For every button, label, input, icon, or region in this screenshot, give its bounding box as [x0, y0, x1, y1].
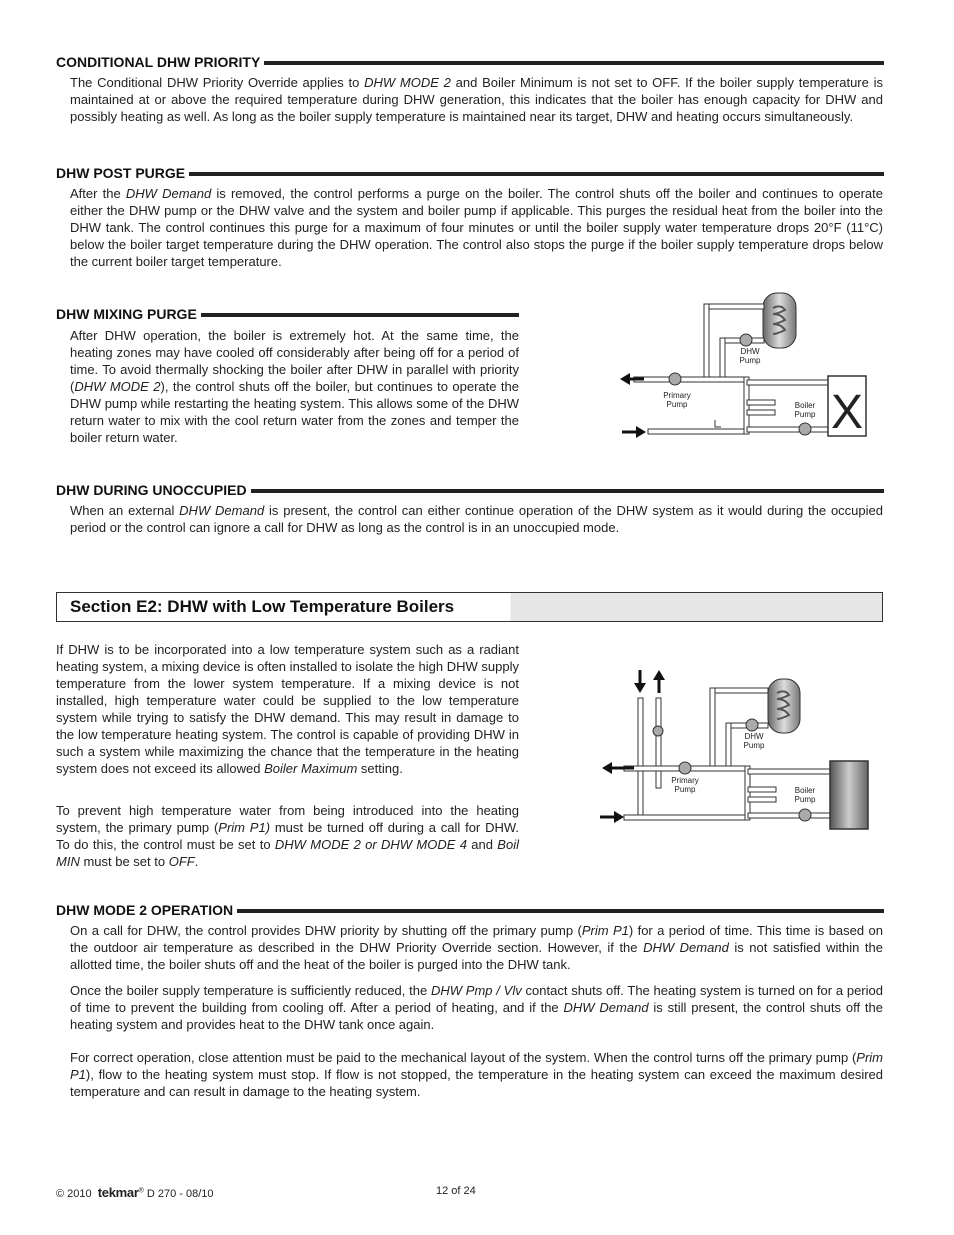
piping-diagram-mixing-purge [600, 290, 880, 445]
dhw-pump-label-1: DHW [744, 732, 764, 741]
dhw-tank [763, 293, 796, 348]
copyright: © 2010 [56, 1188, 92, 1200]
primary-pump-symbol [669, 373, 681, 385]
paragraph-mode2-layout: For correct operation, close attention must be paid to the mechanical layout of the system. When the control turns off the primary pump (Prim P1), flow to the heating system must stop. If flow is not stopped, the temperature in the heating system can exceed the maximum desired temperature and can result in damage to the heating system. [70, 1050, 883, 1099]
paragraph-conditional: The Conditional DHW Priority Override applies to DHW MODE 2 and Boiler Minimum is not set to OFF. If the boiler supply temperature is maintained at or above the required temperature during DHW generation, this indicates that the boiler has enough capacity for DHW and possibly heating as well. As long as the boiler supply temperature is maintained near its target, DHW and heating occurs simultaneously. [70, 75, 884, 124]
dhw-pump-label-2: Pump [743, 741, 765, 750]
arrow-up-icon [653, 670, 665, 693]
arrow-in-icon [622, 426, 646, 438]
section-title: DHW POST PURGE [56, 165, 186, 181]
boiler-pump-label-2: Pump [794, 410, 816, 419]
header-rule [251, 489, 884, 493]
dhw-pump-label-2: Pump [739, 356, 761, 365]
footer-left [56, 1185, 214, 1200]
header-rule [264, 61, 884, 65]
section-title: DHW DURING UNOCCUPIED [56, 482, 247, 498]
section-e2-banner [56, 592, 883, 622]
brand-logo: tekmar [97, 1185, 139, 1200]
header-rule [201, 313, 519, 317]
boiler-pump-label-2: Pump [794, 795, 816, 804]
section-e2-title: Section E2: DHW with Low Temperature Boilers [70, 597, 455, 616]
paragraph-mixing-purge: After DHW operation, the boiler is extremely hot. At the same time, the heating zones may have cooled off considerably after being off for a period of time. To avoid thermally shocking the boiler after DHW in parallel with priority (DHW MODE 2), the control shuts off the boiler, but continues to operate the DHW pump while restarting the heating system. This allows some of the DHW return water to mix with the cool return water from the zones and temper the boiler return water. [70, 328, 520, 445]
section-title: DHW MIXING PURGE [56, 306, 197, 322]
section-header-conditional [56, 54, 884, 70]
dhw-pump-label-1: DHW [740, 347, 760, 356]
dhw-tank [768, 679, 800, 733]
section-header-post-purge [56, 165, 884, 181]
section-title: CONDITIONAL DHW PRIORITY [56, 54, 261, 70]
primary-pump-symbol [679, 762, 691, 774]
paragraph-post-purge: After the DHW Demand is removed, the control performs a purge on the boiler. The control shuts off the boiler and continues to operate either the DHW pump or the DHW valve and the system and boiler pump if applicable. This purges the residual heat from the boiler into the DHW tank. The control continues this purge for a maximum of four minutes or until the boiler supply water temperature drops 20°F (11°C) below the boiler target temperature during the DHW operation. The control also stops the purge if the boiler supply temperature drops below the current boiler target temperature. [70, 186, 883, 269]
boiler-pump-symbol [799, 809, 811, 821]
mixing-valve-symbol [653, 726, 663, 736]
page-number: 12 of 24 [436, 1185, 476, 1197]
dhw-pump-symbol [746, 719, 758, 731]
section-header-mixing-purge [56, 306, 519, 322]
header-rule [237, 909, 884, 913]
dhw-pump-symbol [740, 334, 752, 346]
arrow-in-icon [600, 811, 624, 823]
section-title: DHW MODE 2 OPERATION [56, 902, 234, 918]
boiler-box [830, 761, 868, 829]
arrow-out-icon [620, 373, 644, 385]
paragraph-e2-intro: If DHW is to be incorporated into a low temperature system such as a radiant heating system, a mixing device is often installed to isolate the high DHW supply temperature from the lower system temperature. If a mixing device is not installed, high temperature water could be supplied to the low temperature system while trying to satisfy the DHW demand. This may result in damage to the low temperature heating system. The control is capable of providing DHW in such a system while maximizing the chance that the temperature in the heating system does not exceed its allowed Boiler Maximum setting. [56, 642, 519, 776]
boiler-x-mark: X [830, 386, 864, 439]
registered-mark: ® [138, 1187, 144, 1195]
primary-pump-label-1: Primary [663, 391, 691, 400]
arrow-out-icon [602, 762, 634, 774]
document-id: D 270 - 08/10 [146, 1188, 214, 1200]
header-rule [189, 172, 884, 176]
boiler-pump-label-1: Boiler [794, 786, 816, 795]
boiler-pump-symbol [799, 423, 811, 435]
paragraph-e2-prevent: To prevent high temperature water from being introduced into the heating system, the primary pump (Prim P1) must be turned off during a call for DHW. To do this, the control must be set to DHW MODE 2 or DHW MODE 4 and Boil MIN must be set to OFF. [56, 803, 520, 869]
primary-pump-label-2: Pump [674, 785, 696, 794]
paragraph-mode2-call: On a call for DHW, the control provides DHW priority by shutting off the primary pump (Prim P1) for a period of time. This time is based on the outdoor air temperature as described in the DHW Priority Override section. However, if the DHW Demand is not satisfied within the allotted time, the boiler shuts off and the heat of the boiler is purged into the DHW tank. [70, 923, 883, 972]
piping-diagram-low-temp [590, 665, 880, 835]
paragraph-unoccupied: When an external DHW Demand is present, the control can either continue operation of the DHW system as it would during the occupied period or the control can ignore a call for DHW as long as the control is in an unoccupied mode. [70, 503, 883, 535]
primary-pump-label-1: Primary [671, 776, 699, 785]
arrow-down-icon [634, 670, 646, 693]
boiler-pump-label-1: Boiler [794, 401, 816, 410]
primary-pump-label-2: Pump [666, 400, 688, 409]
section-header-unoccupied [56, 482, 884, 498]
paragraph-mode2-reduced: Once the boiler supply temperature is sufficiently reduced, the DHW Pmp / Vlv contact shuts off. The heating system is turned on for a period of time to prevent the building from cooling off. After a period of heating, and if the DHW Demand is still present, the control shuts off the heating system and provides heat to the DHW tank once again. [70, 983, 883, 1032]
section-header-mode2 [56, 902, 884, 918]
